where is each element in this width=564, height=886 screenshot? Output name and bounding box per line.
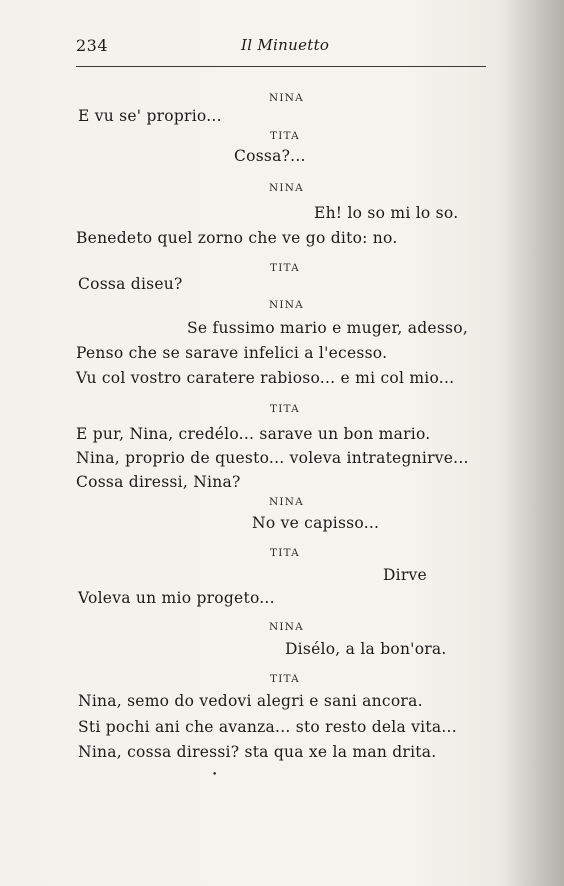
speaker-tita: TITA: [270, 130, 300, 142]
verse-line: Vu col vostro caratere rabioso... e mi col mio...: [76, 369, 455, 387]
speaker-nina: NINA: [269, 92, 304, 104]
page-edge-shadow: [506, 0, 564, 886]
verse-line: Penso che se sarave infelici a l'ecesso.: [76, 344, 388, 362]
speaker-nina: NINA: [269, 621, 304, 633]
verse-line: Dirve: [383, 566, 427, 584]
speaker-tita: TITA: [270, 547, 300, 559]
page-header: [76, 36, 486, 64]
verse-line: Cossa?...: [234, 147, 306, 165]
verse-line: Nina, cossa diressi? sta qua xe la man drita.: [78, 743, 437, 761]
speaker-nina: NINA: [269, 299, 304, 311]
verse-line: Cossa diressi, Nina?: [76, 473, 241, 491]
verse-line: Nina, proprio de questo... voleva intrategnirve...: [76, 449, 469, 467]
speaker-tita: TITA: [270, 403, 300, 415]
page-number: 234: [76, 36, 109, 55]
verse-line: Cossa diseu?: [78, 275, 183, 293]
verse-line: E pur, Nina, credélo... sarave un bon mario.: [76, 425, 431, 443]
ink-speck: •: [212, 770, 218, 780]
verse-line: Voleva un mio progeto...: [78, 589, 275, 607]
speaker-tita: TITA: [270, 673, 300, 685]
verse-line: Benedeto quel zorno che ve go dito: no.: [76, 229, 398, 247]
verse-line: Disélo, a la bon'ora.: [285, 640, 447, 658]
verse-line: Eh! lo so mi lo so.: [314, 204, 459, 222]
speaker-nina: NINA: [269, 496, 304, 508]
verse-line: Se fussimo mario e muger, adesso,: [187, 319, 469, 337]
speaker-tita: TITA: [270, 262, 300, 274]
running-title: Il Minuetto: [241, 36, 330, 54]
verse-line: Sti pochi ani che avanza... sto resto dela vita...: [78, 718, 457, 736]
speaker-nina: NINA: [269, 182, 304, 194]
verse-line: Nina, semo do vedovi alegri e sani ancora.: [78, 692, 423, 710]
verse-line: E vu se' proprio...: [78, 107, 222, 125]
verse-line: No ve capisso...: [252, 514, 380, 532]
header-rule: [76, 66, 486, 67]
